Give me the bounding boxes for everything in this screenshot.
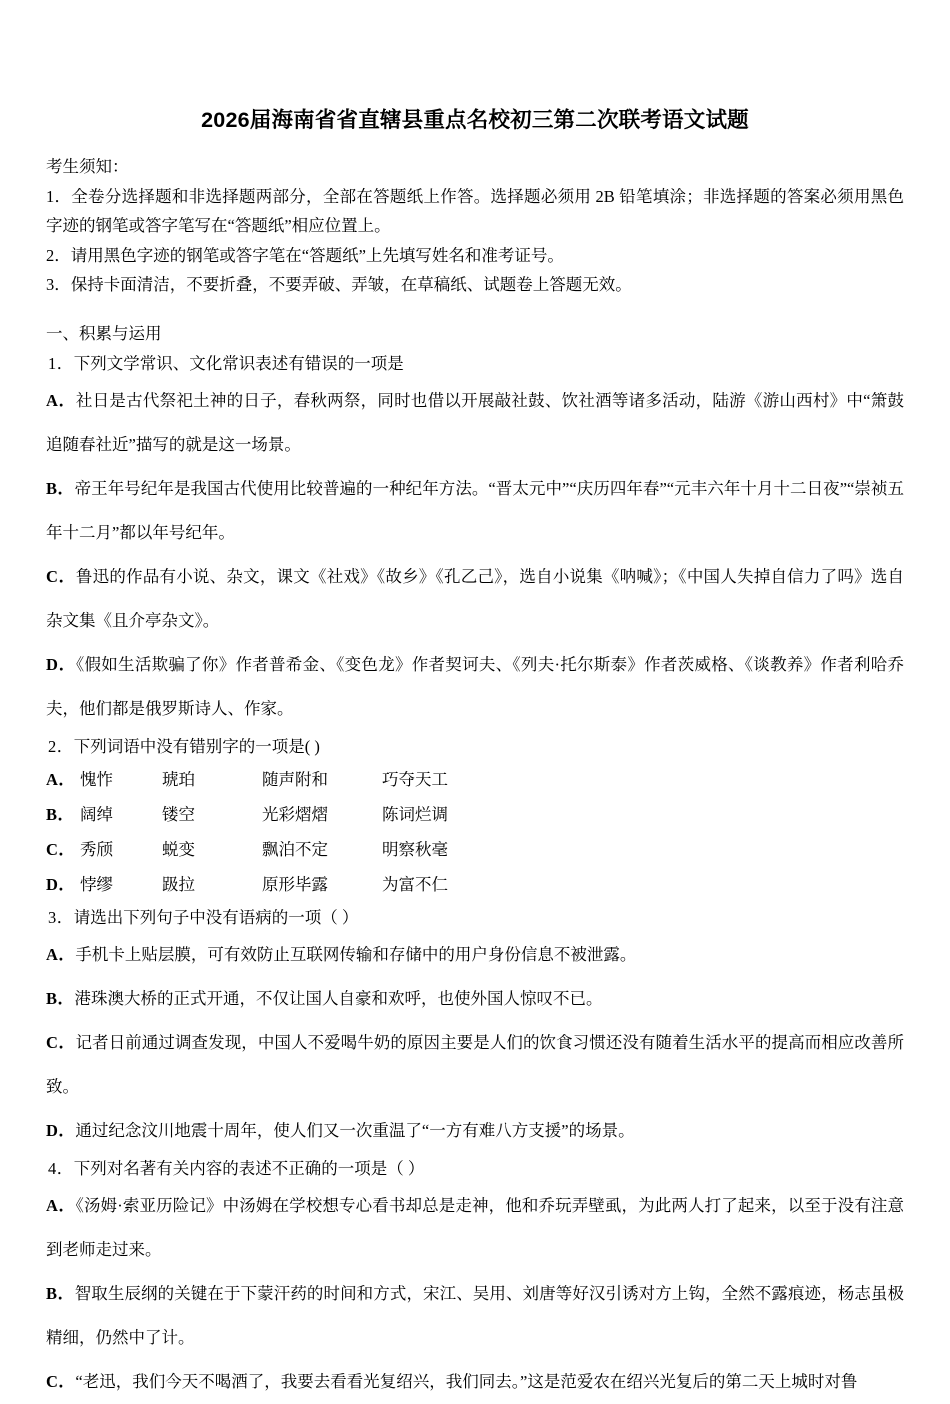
question-3-option-c[interactable] <box>46 1021 904 1109</box>
question-2-stem <box>46 731 904 762</box>
option-letter: A． <box>46 390 76 410</box>
question-3-number: 3． <box>48 907 74 927</box>
question-4 <box>46 1153 904 1404</box>
option-text: 鲁迅的作品有小说、杂文，课文《社戏》《故乡》《孔乙己》，选自小说集《呐喊》；《中国人失掉自信力了吗》选自杂文集《且介亭杂文》。 <box>46 566 905 630</box>
question-3-stem-text: 请选出下列句子中没有语病的一项（ ） <box>73 907 359 927</box>
option-word-3: 飘泊不定 <box>262 839 328 859</box>
option-text: 智取生辰纲的关键在于下蒙汗药的时间和方式，宋江、吴用、刘唐等好汉引诱对方上钩，全然不露痕迹，杨志虽极精细，仍然中了计。 <box>46 1283 904 1347</box>
option-text: “老迅，我们今天不喝酒了，我要去看看光复绍兴，我们同去。”这是范爱农在绍兴光复后的第二天上城时对鲁 <box>75 1371 858 1391</box>
question-3 <box>46 902 904 1153</box>
option-word-2: 趿拉 <box>162 874 195 894</box>
notice-item-1: 1．全卷分选择题和非选择题两部分，全部在答题纸上作答。选择题必须用 2B 铅笔填涂；非选择题的答案必须用黑色字迹的钢笔或答字笔写在“答题纸”相应位置上。 <box>46 186 904 236</box>
option-word-2: 琥珀 <box>162 769 195 789</box>
option-text: 《假如生活欺骗了你》作者普希金、《变色龙》作者契诃夫、《列夫·托尔斯泰》作者茨威格、《谈教养》作者利哈乔夫，他们都是俄罗斯诗人、作家。 <box>46 654 904 718</box>
question-2-option-a[interactable] <box>46 762 904 797</box>
option-word-4: 为富不仁 <box>382 874 448 894</box>
question-3-option-a[interactable] <box>46 933 904 977</box>
option-letter: B． <box>46 1283 75 1303</box>
question-2 <box>46 731 904 902</box>
question-1-option-a[interactable] <box>46 379 904 467</box>
option-letter: C． <box>46 839 76 859</box>
option-text: 港珠澳大桥的正式开通，不仅让国人自豪和欢呼，也使外国人惊叹不已。 <box>74 988 603 1008</box>
option-word-1: 悖缪 <box>80 874 113 894</box>
notice-item-2: 2．请用黑色字迹的钢笔或答字笔在“答题纸”上先填写姓名和准考证号。 <box>46 245 564 265</box>
section-heading: 一、积累与运用 <box>46 323 162 343</box>
notice-item-3: 3．保持卡面清洁，不要折叠，不要弄破、弄皱，在草稿纸、试题卷上答题无效。 <box>46 275 632 295</box>
question-1-stem <box>46 348 904 379</box>
question-1-option-c[interactable] <box>46 555 904 643</box>
option-letter: A． <box>46 769 76 789</box>
question-1 <box>46 348 904 731</box>
option-word-2: 镂空 <box>162 804 195 824</box>
option-letter: A． <box>46 944 76 964</box>
question-2-option-c[interactable] <box>46 832 904 867</box>
option-letter: C． <box>46 1371 76 1391</box>
option-word-3: 原形毕露 <box>262 874 328 894</box>
question-1-option-b[interactable] <box>46 467 904 555</box>
question-2-option-b[interactable] <box>46 797 904 832</box>
question-4-option-a[interactable] <box>46 1184 904 1272</box>
option-word-3: 光彩熠熠 <box>262 804 328 824</box>
option-text: 记者日前通过调查发现，中国人不爱喝牛奶的原因主要是人们的饮食习惯还没有随着生活水平的提高而相应改善所致。 <box>46 1032 905 1096</box>
option-text: 社日是古代祭祀土神的日子，春秋两祭，同时也借以开展敲社鼓、饮社酒等诸多活动，陆游《游山西村》中“箫鼓追随春社近”描写的就是这一场景。 <box>46 390 904 454</box>
option-word-1: 阔绰 <box>80 804 113 824</box>
option-letter: D． <box>46 654 76 674</box>
option-word-1: 愧怍 <box>80 769 113 789</box>
question-4-number: 4． <box>48 1158 74 1178</box>
option-word-3: 随声附和 <box>262 769 328 789</box>
question-4-option-b[interactable] <box>46 1272 904 1360</box>
question-2-option-d[interactable] <box>46 867 904 902</box>
option-text: 手机卡上贴层膜，可有效防止互联网传输和存储中的用户身份信息不被泄露。 <box>75 944 637 964</box>
question-3-option-d[interactable] <box>46 1109 904 1153</box>
option-letter: B． <box>46 804 75 824</box>
question-4-stem-text: 下列对名著有关内容的表述不正确的一项是（ ） <box>73 1158 425 1178</box>
option-letter: C． <box>46 1032 76 1052</box>
question-4-stem <box>46 1153 904 1184</box>
option-letter: D． <box>46 874 76 894</box>
question-1-number: 1． <box>48 353 74 373</box>
notice-heading: 考生须知： <box>46 156 129 176</box>
option-word-4: 明察秋毫 <box>382 839 448 859</box>
option-letter: A． <box>46 1195 76 1215</box>
section-accumulation-and-application <box>30 300 920 1404</box>
option-letter: B． <box>46 988 75 1008</box>
option-word-1: 秀颀 <box>80 839 113 859</box>
option-word-4: 巧夺天工 <box>382 769 448 789</box>
question-1-option-d[interactable] <box>46 643 904 731</box>
option-letter: C． <box>46 566 76 586</box>
page-title: 2026届海南省省直辖县重点名校初三第二次联考语文试题 <box>201 108 749 132</box>
option-text: 《汤姆·索亚历险记》中汤姆在学校想专心看书却总是走神，他和乔玩弄壁虱，为此两人打了起来，以至于没有注意到老师走过来。 <box>46 1195 905 1259</box>
option-letter: D． <box>46 1120 76 1140</box>
question-2-stem-text: 下列词语中没有错别字的一项是( ) <box>73 736 320 756</box>
option-word-2: 蜕变 <box>162 839 195 859</box>
option-text: 通过纪念汶川地震十周年，使人们又一次重温了“一方有难八方支援”的场景。 <box>75 1120 635 1140</box>
question-3-option-b[interactable] <box>46 977 904 1021</box>
question-4-option-c[interactable] <box>46 1360 904 1404</box>
option-letter: B． <box>46 478 75 498</box>
option-text: 帝王年号纪年是我国古代使用比较普遍的一种纪年方法。“晋太元中”“庆历四年春”“元丰六年十月十二日夜”“崇祯五年十二月”都以年号纪年。 <box>46 478 905 542</box>
question-2-number: 2． <box>48 736 74 756</box>
question-1-stem-text: 下列文学常识、文化常识表述有错误的一项是 <box>73 353 404 373</box>
question-3-stem <box>46 902 904 933</box>
candidate-notice-block <box>30 134 920 300</box>
option-word-4: 陈词烂调 <box>382 804 448 824</box>
